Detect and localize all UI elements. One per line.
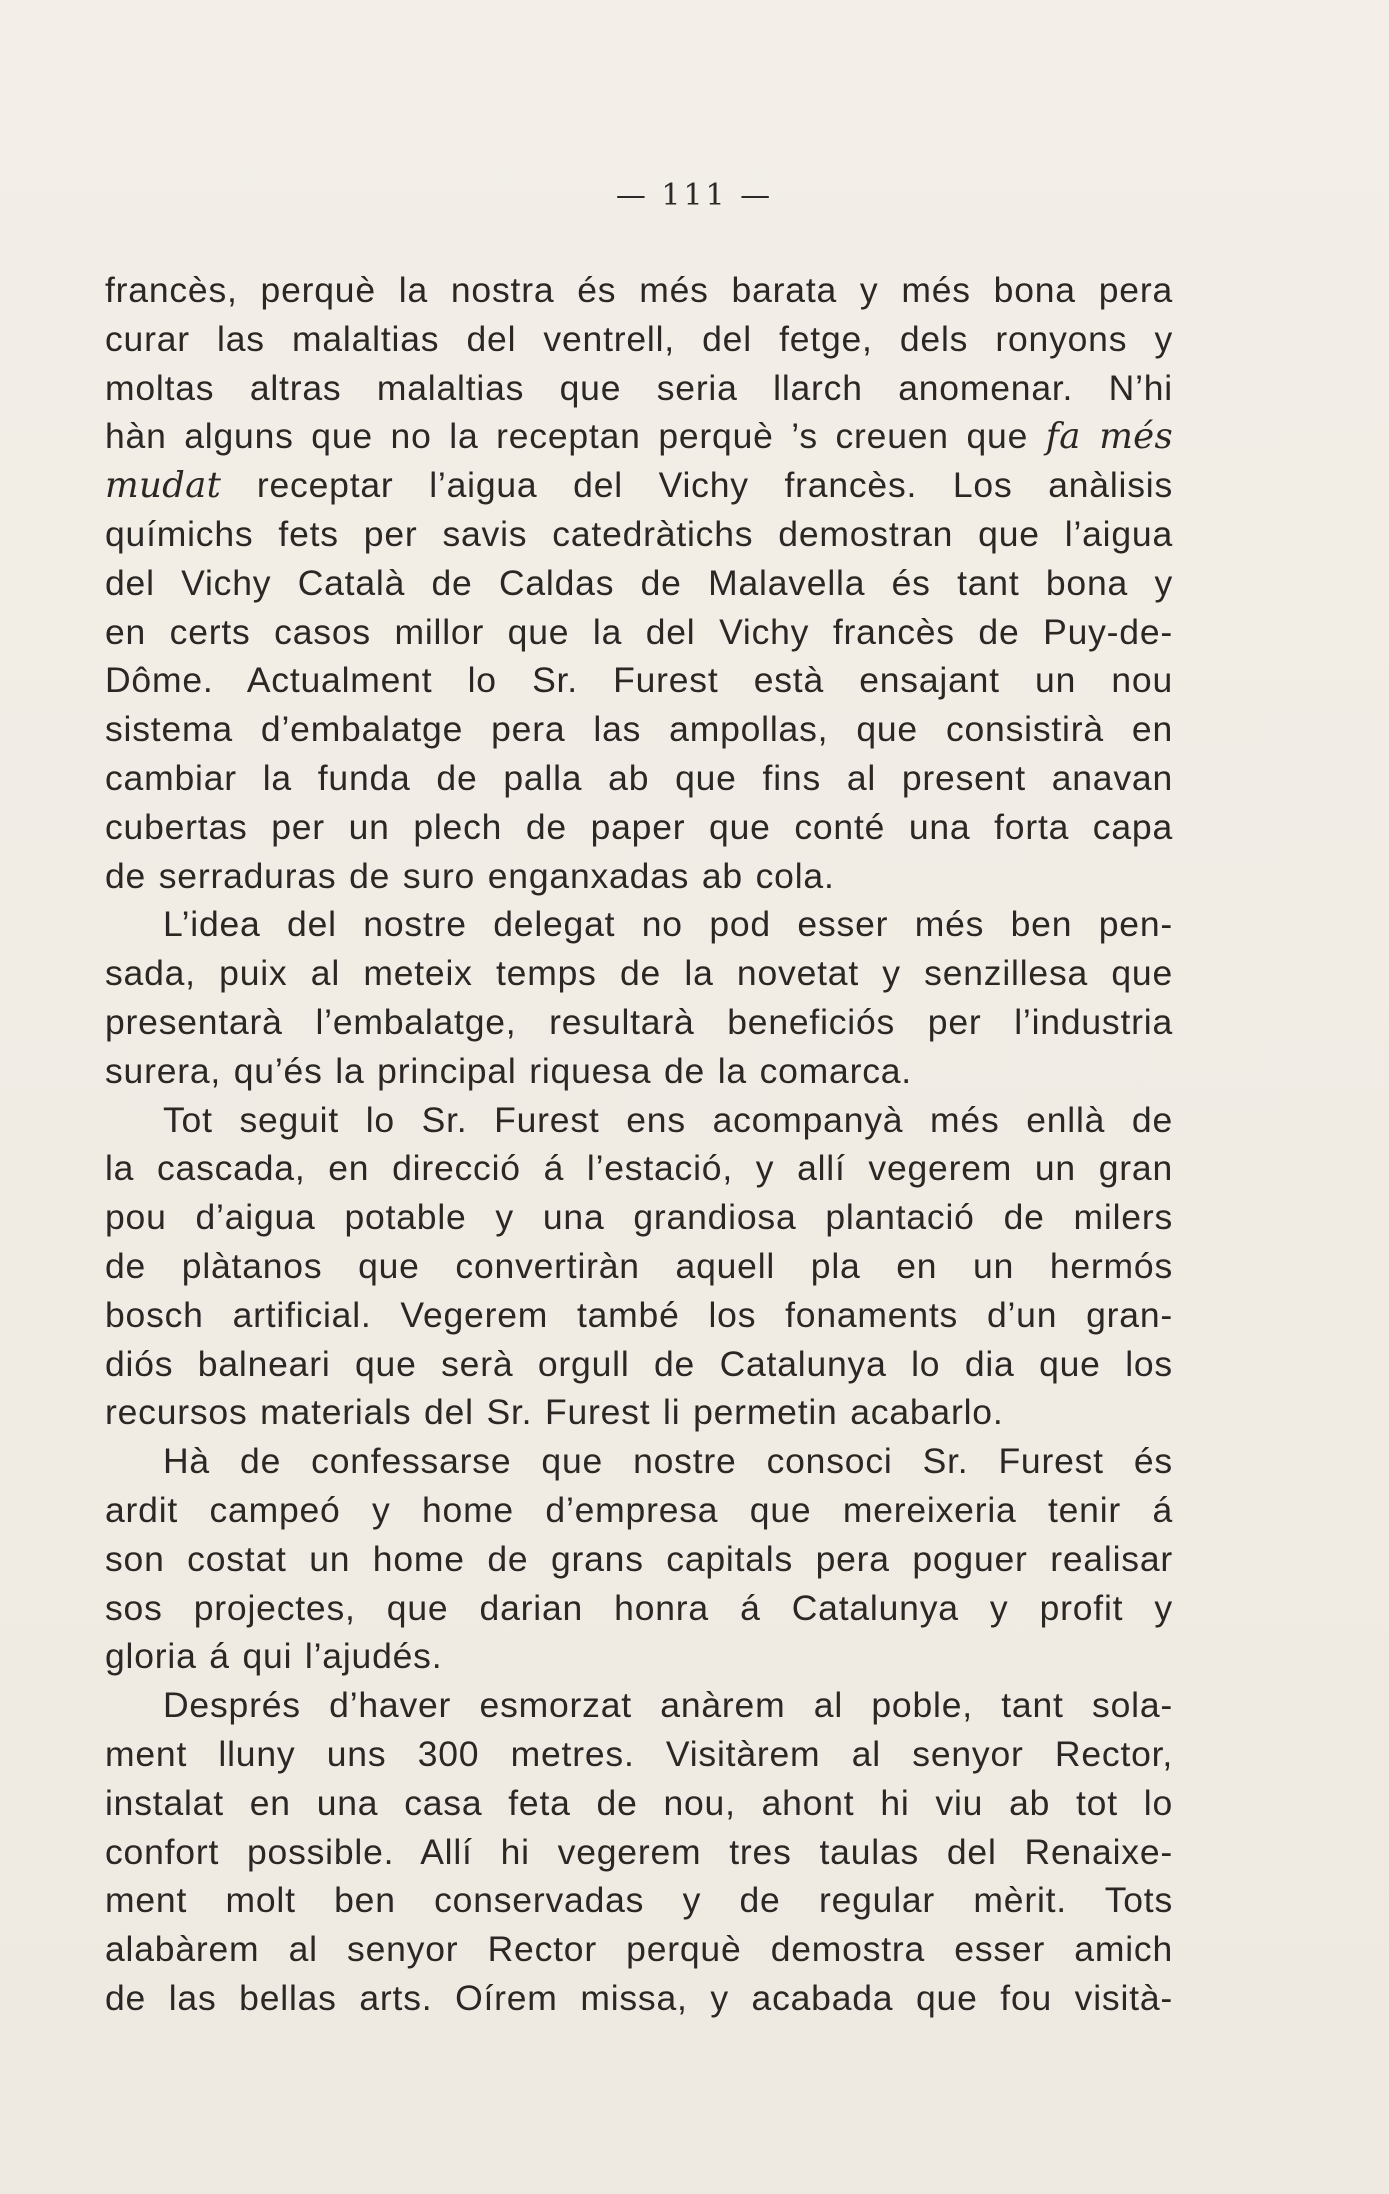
- line-text: ardit campeó y home d’empresa que mereixeria tenir á: [105, 1489, 1173, 1530]
- italic-text: fa més: [1045, 416, 1173, 458]
- text-line: [105, 1876, 1173, 1925]
- line-text: diós balneari que serà orgull de Catalunya lo dia que los: [105, 1343, 1173, 1384]
- text-line: [105, 1096, 1173, 1145]
- text-line: [105, 1681, 1173, 1730]
- line-text: moltas altras malaltias que seria llarch anomenar. N’hi: [105, 367, 1173, 408]
- text-line: [105, 1535, 1173, 1584]
- line-text: de plàtanos que convertiràn aquell pla en un hermós: [105, 1245, 1173, 1286]
- text-line: [105, 266, 1173, 315]
- text-line: [105, 510, 1173, 559]
- text-line: [105, 1437, 1173, 1486]
- line-text: instalat en una casa feta de nou, ahont hi viu ab tot lo: [105, 1782, 1173, 1823]
- line-text: de serraduras de suro enganxadas ab cola.: [105, 855, 835, 896]
- line-text: sistema d’embalatge pera las ampollas, que consistirà en: [105, 709, 1173, 750]
- page-number: — 111 —: [615, 178, 774, 213]
- text-line: [105, 315, 1173, 364]
- text-line: [105, 900, 1173, 949]
- text-line: [105, 1486, 1173, 1535]
- line-text: francès, perquè la nostra és més barata y més bona pera: [105, 270, 1173, 310]
- text-line: [105, 559, 1173, 608]
- text-line: [105, 1242, 1173, 1291]
- text-line: [105, 1779, 1173, 1828]
- line-text: Dôme. Actualment lo Sr. Furest està ensajant un nou: [105, 660, 1173, 701]
- text-line: [105, 656, 1173, 705]
- text-line: [105, 1193, 1173, 1242]
- line-text: ment lluny uns 300 metres. Visitàrem al senyor Rector,: [105, 1733, 1173, 1774]
- line-text: bosch artificial. Vegerem també los fonaments d’un gran-: [105, 1294, 1173, 1335]
- line-text: receptar l’aigua del Vichy francès. Los anàlisis: [221, 465, 1173, 506]
- line-text: Hà de confessarse que nostre consoci Sr. Furest és: [163, 1441, 1173, 1482]
- text-line: [105, 1340, 1173, 1389]
- line-text: gloria á qui l’ajudés.: [105, 1636, 443, 1677]
- line-text: presentarà l’embalatge, resultarà beneficiós per l’industria: [105, 1001, 1173, 1042]
- text-line: [105, 1632, 1173, 1681]
- line-text: alabàrem al senyor Rector perquè demostra esser amich: [105, 1929, 1173, 1970]
- line-text: Després d’haver esmorzat anàrem al poble, tant sola-: [163, 1685, 1173, 1726]
- line-text: sada, puix al meteix temps de la novetat y senzillesa que: [105, 953, 1173, 994]
- line-text: ment molt ben conservadas y de regular mèrit. Tots: [105, 1880, 1173, 1921]
- italic-text: mudat: [105, 465, 222, 507]
- line-text: hàn alguns que no la receptan perquè ’s creuen que: [105, 416, 1046, 457]
- line-text: pou d’aigua potable y una grandiosa plantació de milers: [105, 1197, 1173, 1238]
- text-line: [105, 998, 1173, 1047]
- text-line: [105, 949, 1173, 998]
- text-line: [105, 1047, 1173, 1096]
- line-text: sos projectes, que darian honra á Catalunya y profit y: [105, 1587, 1173, 1628]
- line-text: son costat un home de grans capitals pera poguer realisar: [105, 1538, 1173, 1579]
- text-line: [105, 461, 1173, 510]
- body-text: [105, 266, 1173, 2023]
- text-line: [105, 1730, 1173, 1779]
- line-text: recursos materials del Sr. Furest li permetin acabarlo.: [105, 1392, 1004, 1433]
- line-text: químichs fets per savis catedràtichs demostran que l’aigua: [105, 513, 1173, 554]
- text-line: [105, 1925, 1173, 1974]
- text-line: [105, 754, 1173, 803]
- text-line: [105, 364, 1173, 413]
- line-text: cubertas per un plech de paper que conté una forta capa: [105, 806, 1173, 847]
- text-line: [105, 1828, 1173, 1877]
- text-line: [105, 412, 1173, 461]
- text-line: [105, 1584, 1173, 1633]
- line-text: confort possible. Allí hi vegerem tres taulas del Renaixe-: [105, 1831, 1173, 1872]
- text-line: [105, 803, 1173, 852]
- line-text: en certs casos millor que la del Vichy francès de Puy-de-: [105, 611, 1173, 652]
- text-line: [105, 705, 1173, 754]
- text-line: [105, 1291, 1173, 1340]
- line-text: surera, qu’és la principal riquesa de la comarca.: [105, 1050, 912, 1091]
- line-text: L’idea del nostre delegat no pod esser més ben pen-: [163, 904, 1173, 945]
- line-text: curar las malaltias del ventrell, del fetge, dels ronyons y: [105, 318, 1173, 359]
- text-line: [105, 852, 1173, 901]
- text-line: [105, 1144, 1173, 1193]
- line-text: Tot seguit lo Sr. Furest ens acompanyà més enllà de: [163, 1099, 1173, 1140]
- text-line: [105, 1974, 1173, 2023]
- line-text: cambiar la funda de palla ab que fins al present anavan: [105, 757, 1173, 798]
- line-text: del Vichy Català de Caldas de Malavella és tant bona y: [105, 562, 1173, 603]
- text-line: [105, 608, 1173, 657]
- text-line: [105, 1388, 1173, 1437]
- line-text: la cascada, en direcció á l’estació, y allí vegerem un gran: [105, 1148, 1173, 1189]
- line-text: de las bellas arts. Oírem missa, y acabada que fou visità-: [105, 1977, 1173, 2018]
